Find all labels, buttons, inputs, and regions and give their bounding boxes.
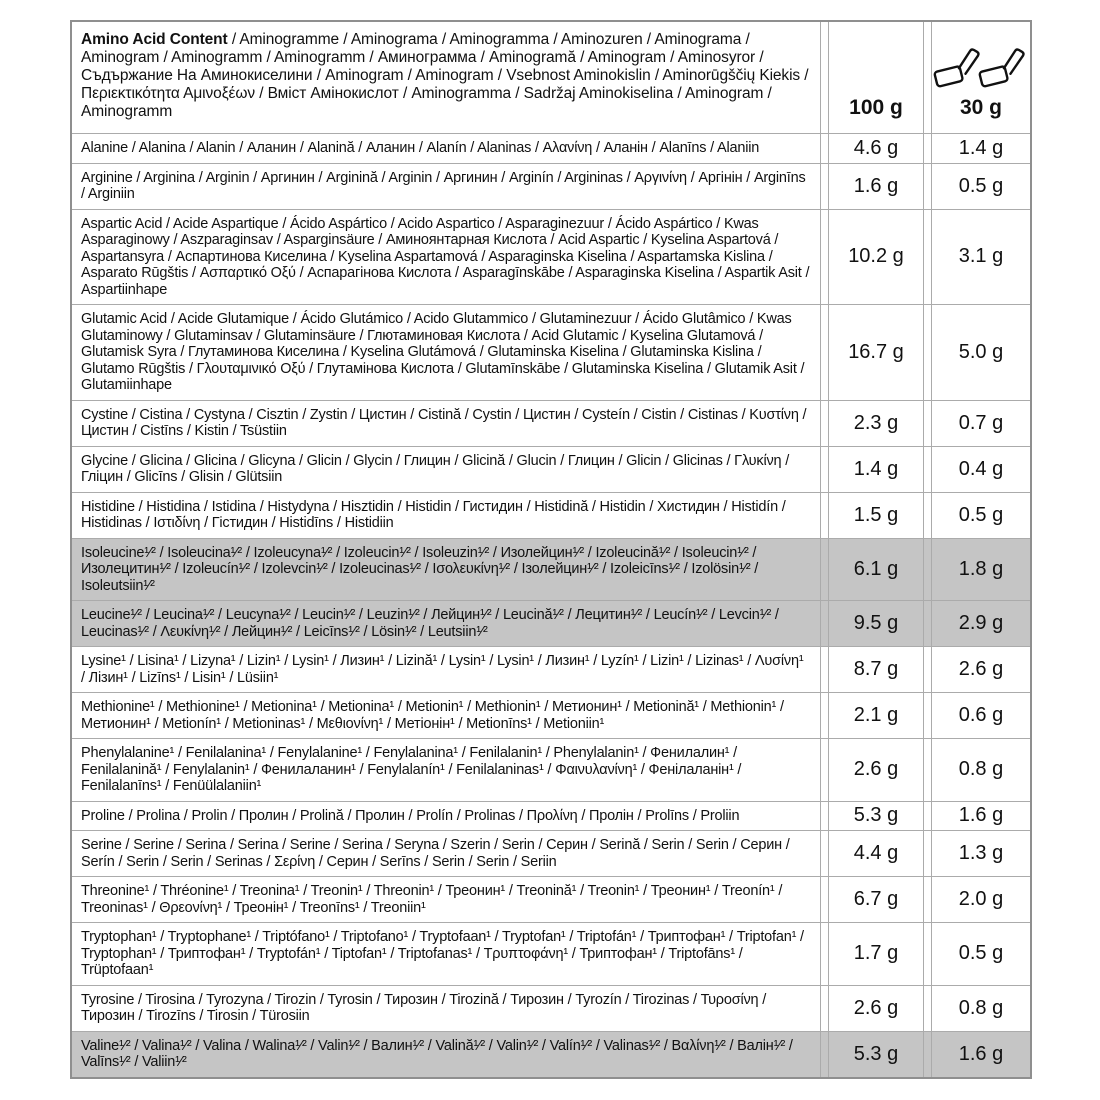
value-per-100g: 2.6 g <box>828 986 924 1031</box>
amino-acid-names: Tryptophan¹ / Tryptophane¹ / Triptófano¹ / Triptofano¹ / Tryptofaan¹ / Tryptofan¹ / Triptofán¹ / Триптофан¹ / Triptofan¹ / Tryptophan¹ / Триптофан¹ / Tryptofán¹ / Tiptofan¹ / Triptofanas¹ / Τρυπτοφάνη¹ / Триптофан¹ / Triptofāns¹ / Trüptofaan¹ <box>72 923 821 985</box>
value-per-30g: 2.6 g <box>931 647 1030 692</box>
amino-acid-names: Phenylalanine¹ / Fenilalanina¹ / Fenylalanine¹ / Fenylalanina¹ / Fenilalanin¹ / Phenylalanin¹ / Фенилалин¹ / Fenilalanină¹ / Fenylalanin¹ / Фенилаланин¹ / Fenylalanín¹ / Fenilalaninas¹ / Φαινυλανίνη¹ / Фенілаланін¹ / Fenilalanīns¹ / Fenüülalaniin¹ <box>72 739 821 801</box>
value-per-30g: 1.3 g <box>931 831 1030 876</box>
value-per-100g: 4.4 g <box>828 831 924 876</box>
value-per-30g: 3.1 g <box>931 210 1030 305</box>
value-per-30g: 0.8 g <box>931 986 1030 1031</box>
amino-acid-names: Proline / Prolina / Prolin / Пролин / Prolină / Пролин / Prolín / Prolinas / Προλίνη / Пролін / Prolīns / Proliin <box>72 802 821 831</box>
amino-acid-names: Lysine¹ / Lisina¹ / Lizyna¹ / Lizin¹ / Lysin¹ / Лизин¹ / Lizină¹ / Lysin¹ / Lysin¹ / Лизин¹ / Lyzín¹ / Lizin¹ / Lizinas¹ / Λυσίνη¹ / Лізин¹ / Lizīns¹ / Lisin¹ / Lüsiin¹ <box>72 647 821 692</box>
table-title-bold: Amino Acid Content <box>81 31 228 48</box>
table-row <box>72 538 1030 601</box>
value-per-30g: 1.6 g <box>931 1032 1030 1077</box>
value-per-30g: 1.6 g <box>931 802 1030 831</box>
table-title <box>72 22 821 133</box>
table-title-translations: / Aminogramme / Aminograma / Aminogramma / Aminozuren / Aminograma / Aminogram / Aminogramm / Aminogramm / Аминограмма / Aminogramă / Aminogram / Aminosyror / Съдържание На Аминокиселини / Aminogram / Aminogram / Vsebnost Aminokislin / Aminorūgščių Kiekis / Περιεκτικότητα Αμινοξέων / Вміст Амінокислот / Aminogramma / Sadržaj Aminokiselina / Aminogram / Aminogramm <box>81 31 809 120</box>
amino-acid-names: Glutamic Acid / Acide Glutamique / Ácido Glutámico / Acido Glutammico / Glutaminezuur / Ácido Glutâmico / Kwas Glutaminowy / Glutaminsav / Glutaminsäure / Глютаминовая Кислота / Acid Glutamic / Kyselina Glutamová / Glutamisk Syra / Глутаминова Киселина / Kyselina Glutámová / Glutaminska Kiselina / Glutaminska Kislina / Glutamo Rūgštis / Γλουταμινικό Οξύ / Глутамінова Кислота / Glutamīnskābe / Glutaminska Kiselina / Glutamik Asit / Glutamiinhape <box>72 305 821 400</box>
column-header-100g-label: 100 g <box>849 96 903 119</box>
value-per-30g: 5.0 g <box>931 305 1030 400</box>
amino-acid-names: Histidine / Histidina / Istidina / Histydyna / Hisztidin / Histidin / Гистидин / Histidină / Histidin / Хистидин / Histidín / Histidinas / Ιστιδίνη / Гістидин / Histidīns / Histidiin <box>72 493 821 538</box>
table-row <box>72 646 1030 692</box>
value-per-100g: 6.7 g <box>828 877 924 922</box>
value-per-100g: 2.1 g <box>828 693 924 738</box>
value-per-100g: 1.5 g <box>828 493 924 538</box>
column-header-30g <box>931 22 1030 133</box>
value-per-100g: 16.7 g <box>828 305 924 400</box>
value-per-100g: 4.6 g <box>828 134 924 163</box>
value-per-30g: 0.7 g <box>931 401 1030 446</box>
value-per-30g: 0.4 g <box>931 447 1030 492</box>
value-per-30g: 0.5 g <box>931 923 1030 985</box>
amino-acid-names: Serine / Serine / Serina / Serina / Serine / Serina / Seryna / Szerin / Serin / Серин / Serină / Serin / Serin / Серин / Serín / Serin / Serin / Serinas / Σερίνη / Серин / Serīns / Serin / Serin / Seriin <box>72 831 821 876</box>
value-per-100g: 10.2 g <box>828 210 924 305</box>
table-row <box>72 492 1030 538</box>
value-per-100g: 1.4 g <box>828 447 924 492</box>
column-header-30g-label: 30 g <box>959 96 1003 119</box>
value-per-100g: 2.3 g <box>828 401 924 446</box>
value-per-100g: 6.1 g <box>828 539 924 601</box>
amino-acid-names: Threonine¹ / Thréonine¹ / Treonina¹ / Treonin¹ / Threonin¹ / Треонин¹ / Treonină¹ / Treonin¹ / Треонин¹ / Treonín¹ / Treoninas¹ / Θρεονίνη¹ / Треонін¹ / Treonīns¹ / Treoniin¹ <box>72 877 821 922</box>
amino-acid-names: Leucine¹⁄² / Leucina¹⁄² / Leucyna¹⁄² / Leucin¹⁄² / Leuzin¹⁄² / Лейцин¹⁄² / Leucină¹⁄² / Лецитин¹⁄² / Leucín¹⁄² / Levcin¹⁄² / Leucinas¹⁄² / Λευκίνη¹⁄² / Лейцин¹⁄² / Leicīns¹⁄² / Lösin¹⁄² / Leutsiin¹⁄² <box>72 601 821 646</box>
table-row <box>72 304 1030 400</box>
amino-acid-names: Alanine / Alanina / Alanin / Аланин / Alanină / Аланин / Alanín / Alaninas / Αλανίνη / Аланін / Alanīns / Alaniin <box>72 134 821 163</box>
value-per-30g: 1.8 g <box>931 539 1030 601</box>
table-row <box>72 133 1030 163</box>
value-per-100g: 5.3 g <box>828 802 924 831</box>
amino-acid-names: Isoleucine¹⁄² / Isoleucina¹⁄² / Izoleucyna¹⁄² / Izoleucin¹⁄² / Isoleuzin¹⁄² / Изолейцин¹⁄² / Izoleucină¹⁄² / Isoleucin¹⁄² / Изолецитин¹⁄² / Izoleucín¹⁄² / Izolevcin¹⁄² / Izoleucinas¹⁄² / Ισολευκίνη¹⁄² / Ізолейцин¹⁄² / Izoleicīns¹⁄² / Izolösin¹⁄² / Isoleutsiin¹⁄² <box>72 539 821 601</box>
value-per-100g: 9.5 g <box>828 601 924 646</box>
scoop-icon <box>976 48 1029 87</box>
value-per-100g: 8.7 g <box>828 647 924 692</box>
table-row <box>72 209 1030 305</box>
table-row <box>72 830 1030 876</box>
table-row <box>72 163 1030 209</box>
column-header-100g <box>828 22 924 133</box>
value-per-30g: 0.5 g <box>931 493 1030 538</box>
value-per-100g: 1.7 g <box>828 923 924 985</box>
value-per-100g: 2.6 g <box>828 739 924 801</box>
table-row <box>72 600 1030 646</box>
amino-acid-names: Arginine / Arginina / Arginin / Аргинин / Arginină / Arginin / Аргинин / Arginín / Argininas / Αργινίνη / Аргінін / Arginīns / Arginiin <box>72 164 821 209</box>
table-row <box>72 692 1030 738</box>
amino-acid-table <box>70 20 1032 1079</box>
scoop-icons <box>933 46 1029 92</box>
value-per-30g: 0.8 g <box>931 739 1030 801</box>
amino-acid-names: Tyrosine / Tirosina / Tyrozyna / Tirozin / Tyrosin / Тирозин / Tirozină / Тирозин / Tyrozín / Tirozinas / Τυροσίνη / Тирозин / Tirozīns / Tirosin / Türosiin <box>72 986 821 1031</box>
table-row <box>72 1031 1030 1077</box>
amino-acid-names: Methionine¹ / Methionine¹ / Metionina¹ / Metionina¹ / Metionin¹ / Methionin¹ / Метионин¹ / Metionină¹ / Methionin¹ / Метионин¹ / Metionín¹ / Metioninas¹ / Μεθιονίνη¹ / Метіонін¹ / Metionīns¹ / Metioniin¹ <box>72 693 821 738</box>
table-row <box>72 876 1030 922</box>
amino-acid-names: Valine¹⁄² / Valina¹⁄² / Valina / Walina¹⁄² / Valin¹⁄² / Валин¹⁄² / Valină¹⁄² / Valin¹⁄² / Valín¹⁄² / Valinas¹⁄² / Βαλίνη¹⁄² / Валін¹⁄² / Valīns¹⁄² / Valiin¹⁄² <box>72 1032 821 1077</box>
value-per-30g: 0.6 g <box>931 693 1030 738</box>
amino-acid-names: Glycine / Glicina / Glicina / Glicyna / Glicin / Glycin / Глицин / Glicină / Glucin / Глицин / Glicin / Glicinas / Γλυκίνη / Гліцин / Glicīns / Glisin / Glütsiin <box>72 447 821 492</box>
value-per-30g: 0.5 g <box>931 164 1030 209</box>
table-row <box>72 801 1030 831</box>
table-header-row <box>72 22 1030 133</box>
value-per-100g: 1.6 g <box>828 164 924 209</box>
table-row <box>72 985 1030 1031</box>
table-row <box>72 400 1030 446</box>
table-row <box>72 922 1030 985</box>
value-per-30g: 2.0 g <box>931 877 1030 922</box>
value-per-30g: 2.9 g <box>931 601 1030 646</box>
table-row <box>72 738 1030 801</box>
value-per-30g: 1.4 g <box>931 134 1030 163</box>
amino-acid-names: Cystine / Cistina / Cystyna / Cisztin / Zystin / Цистин / Cistină / Cystin / Цистин / Cysteín / Cistin / Cistinas / Κυστίνη / Цистин / Cistīns / Kistin / Tsüstiin <box>72 401 821 446</box>
value-per-100g: 5.3 g <box>828 1032 924 1077</box>
table-row <box>72 446 1030 492</box>
amino-acid-names: Aspartic Acid / Acide Aspartique / Ácido Aspártico / Acido Aspartico / Asparaginezuur / Ácido Aspártico / Kwas Asparaginowy / Aszparaginsav / Asparginsäure / Аминоянтарная Кислота / Acid Aspartic / Kyselina Aspartová / Aspartansyra / Аспартинова Киселина / Kyselina Aspartamová / Asparaginska Kiselina / Aspartamska Kislina / Asparato Rūgštis / Ασπαρτικό Οξύ / Аспарагінова Кислота / Asparagīnskābe / Asparaginska Kiselina / Aspartik Asit / Aspartiinhape <box>72 210 821 305</box>
scoop-icon <box>933 48 984 87</box>
